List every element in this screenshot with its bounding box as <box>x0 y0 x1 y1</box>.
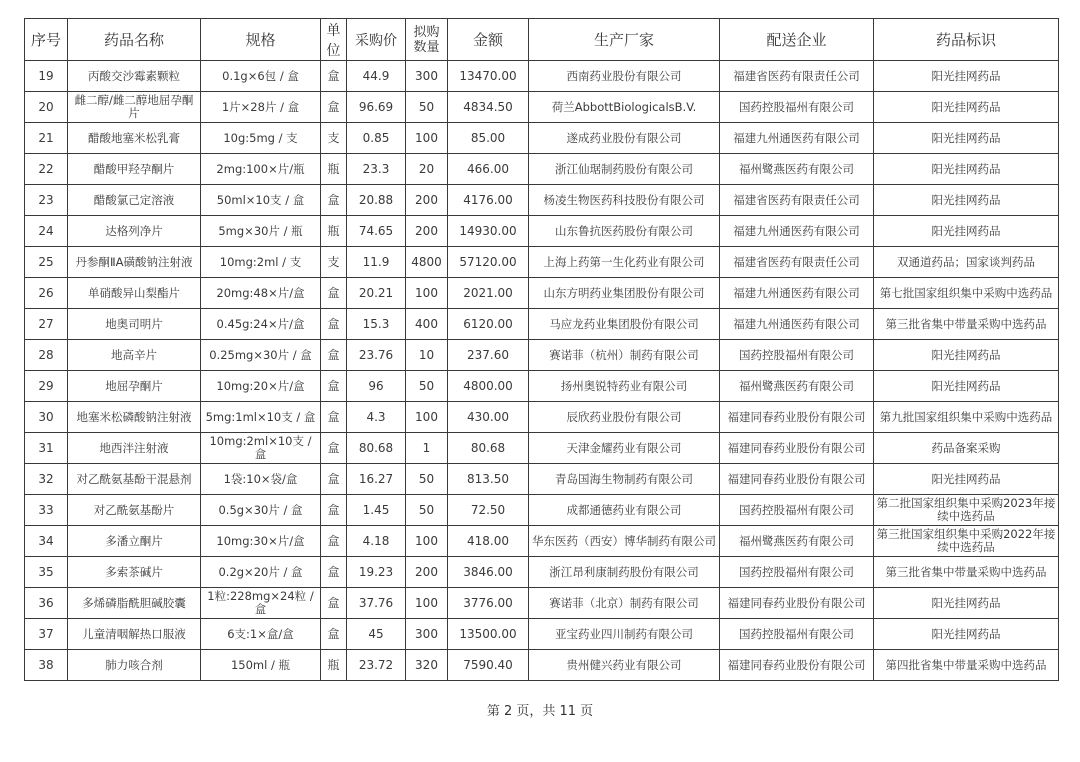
table-row <box>25 247 1059 278</box>
cell-planned-quantity: 50 <box>406 464 448 495</box>
table-row <box>25 371 1059 402</box>
cell-manufacturer: 荷兰AbbottBiologicalsB.V. <box>529 92 720 123</box>
cell-manufacturer: 浙江昂利康制药股份有限公司 <box>529 557 720 588</box>
cell-unit: 盒 <box>321 278 347 309</box>
cell-specification: 0.25mg×30片 / 盒 <box>201 340 321 371</box>
header-unit: 单位 <box>321 19 347 61</box>
cell-unit: 瓶 <box>321 650 347 681</box>
cell-planned-quantity: 100 <box>406 123 448 154</box>
cell-manufacturer: 马应龙药业集团股份有限公司 <box>529 309 720 340</box>
table-row <box>25 185 1059 216</box>
cell-drug-name: 多烯磷脂酰胆碱胶囊 <box>68 588 201 619</box>
cell-unit: 盒 <box>321 402 347 433</box>
cell-unit: 盒 <box>321 340 347 371</box>
cell-distributor: 福建同春药业股份有限公司 <box>720 402 874 433</box>
cell-manufacturer: 赛诺菲（北京）制药有限公司 <box>529 588 720 619</box>
cell-amount: 14930.00 <box>448 216 529 247</box>
cell-specification: 0.2g×20片 / 盒 <box>201 557 321 588</box>
cell-manufacturer: 山东鲁抗医药股份有限公司 <box>529 216 720 247</box>
cell-planned-quantity: 50 <box>406 371 448 402</box>
cell-distributor: 福建省医药有限责任公司 <box>720 185 874 216</box>
cell-purchase-price: 45 <box>347 619 406 650</box>
table-row <box>25 464 1059 495</box>
cell-amount: 6120.00 <box>448 309 529 340</box>
cell-manufacturer: 扬州奥锐特药业有限公司 <box>529 371 720 402</box>
cell-planned-quantity: 100 <box>406 278 448 309</box>
table-row <box>25 402 1059 433</box>
cell-amount: 813.50 <box>448 464 529 495</box>
cell-unit: 盒 <box>321 61 347 92</box>
table-row <box>25 154 1059 185</box>
cell-serial-number: 26 <box>25 278 68 309</box>
cell-drug-label: 阳光挂网药品 <box>874 340 1059 371</box>
cell-unit: 盒 <box>321 309 347 340</box>
cell-specification: 0.1g×6包 / 盒 <box>201 61 321 92</box>
cell-planned-quantity: 4800 <box>406 247 448 278</box>
cell-amount: 4176.00 <box>448 185 529 216</box>
cell-drug-label: 第三批省集中带量采购中选药品 <box>874 557 1059 588</box>
cell-planned-quantity: 10 <box>406 340 448 371</box>
cell-amount: 430.00 <box>448 402 529 433</box>
cell-planned-quantity: 300 <box>406 61 448 92</box>
cell-manufacturer: 天津金耀药业有限公司 <box>529 433 720 464</box>
table-row <box>25 123 1059 154</box>
cell-serial-number: 30 <box>25 402 68 433</box>
header-amount: 金额 <box>448 19 529 61</box>
header-specification: 规格 <box>201 19 321 61</box>
header-distributor: 配送企业 <box>720 19 874 61</box>
cell-drug-label: 第七批国家组织集中采购中选药品 <box>874 278 1059 309</box>
drug-procurement-table <box>24 18 1059 681</box>
cell-drug-label: 第九批国家组织集中采购中选药品 <box>874 402 1059 433</box>
cell-serial-number: 38 <box>25 650 68 681</box>
cell-unit: 盒 <box>321 526 347 557</box>
cell-distributor: 国药控股福州有限公司 <box>720 495 874 526</box>
cell-drug-label: 第二批国家组织集中采购2023年接续中选药品 <box>874 495 1059 526</box>
cell-purchase-price: 0.85 <box>347 123 406 154</box>
table-row <box>25 588 1059 619</box>
table-row <box>25 557 1059 588</box>
cell-drug-name: 多潘立酮片 <box>68 526 201 557</box>
cell-planned-quantity: 200 <box>406 216 448 247</box>
cell-drug-name: 地塞米松磷酸钠注射液 <box>68 402 201 433</box>
cell-purchase-price: 11.9 <box>347 247 406 278</box>
cell-manufacturer: 浙江仙琚制药股份有限公司 <box>529 154 720 185</box>
cell-distributor: 福州鹭燕医药有限公司 <box>720 371 874 402</box>
cell-drug-name: 多索茶碱片 <box>68 557 201 588</box>
cell-amount: 237.60 <box>448 340 529 371</box>
cell-drug-label: 阳光挂网药品 <box>874 588 1059 619</box>
cell-planned-quantity: 100 <box>406 588 448 619</box>
cell-drug-label: 阳光挂网药品 <box>874 61 1059 92</box>
cell-drug-name: 肺力咳合剂 <box>68 650 201 681</box>
cell-serial-number: 34 <box>25 526 68 557</box>
cell-amount: 466.00 <box>448 154 529 185</box>
cell-drug-name: 醋酸地塞米松乳膏 <box>68 123 201 154</box>
cell-purchase-price: 44.9 <box>347 61 406 92</box>
cell-amount: 72.50 <box>448 495 529 526</box>
table-row <box>25 433 1059 464</box>
cell-drug-name: 对乙酰氨基酚片 <box>68 495 201 526</box>
cell-drug-label: 第三批国家组织集中采购2022年接续中选药品 <box>874 526 1059 557</box>
cell-distributor: 国药控股福州有限公司 <box>720 619 874 650</box>
cell-purchase-price: 96.69 <box>347 92 406 123</box>
cell-drug-label: 药品备案采购 <box>874 433 1059 464</box>
cell-drug-label: 阳光挂网药品 <box>874 216 1059 247</box>
cell-unit: 盒 <box>321 619 347 650</box>
cell-manufacturer: 赛诺菲（杭州）制药有限公司 <box>529 340 720 371</box>
cell-drug-label: 阳光挂网药品 <box>874 619 1059 650</box>
cell-drug-name: 达格列净片 <box>68 216 201 247</box>
cell-distributor: 福建同春药业股份有限公司 <box>720 464 874 495</box>
cell-drug-label: 阳光挂网药品 <box>874 371 1059 402</box>
cell-specification: 10mg:2ml / 支 <box>201 247 321 278</box>
cell-specification: 6支:1×盒/盒 <box>201 619 321 650</box>
cell-distributor: 福州鹭燕医药有限公司 <box>720 526 874 557</box>
cell-unit: 瓶 <box>321 216 347 247</box>
cell-serial-number: 28 <box>25 340 68 371</box>
cell-distributor: 国药控股福州有限公司 <box>720 340 874 371</box>
cell-planned-quantity: 320 <box>406 650 448 681</box>
table-row <box>25 619 1059 650</box>
cell-drug-name: 醋酸氯己定溶液 <box>68 185 201 216</box>
table-row <box>25 278 1059 309</box>
cell-serial-number: 32 <box>25 464 68 495</box>
header-drug-name: 药品名称 <box>68 19 201 61</box>
cell-specification: 1片×28片 / 盒 <box>201 92 321 123</box>
cell-distributor: 福建同春药业股份有限公司 <box>720 433 874 464</box>
cell-drug-label: 阳光挂网药品 <box>874 123 1059 154</box>
cell-amount: 13470.00 <box>448 61 529 92</box>
cell-distributor: 福建九州通医药有限公司 <box>720 216 874 247</box>
cell-drug-name: 地西泮注射液 <box>68 433 201 464</box>
cell-serial-number: 36 <box>25 588 68 619</box>
cell-purchase-price: 15.3 <box>347 309 406 340</box>
table-row <box>25 495 1059 526</box>
cell-manufacturer: 华东医药（西安）博华制药有限公司 <box>529 526 720 557</box>
cell-serial-number: 27 <box>25 309 68 340</box>
cell-purchase-price: 19.23 <box>347 557 406 588</box>
cell-unit: 盒 <box>321 92 347 123</box>
cell-planned-quantity: 300 <box>406 619 448 650</box>
cell-purchase-price: 1.45 <box>347 495 406 526</box>
cell-purchase-price: 23.76 <box>347 340 406 371</box>
cell-unit: 盒 <box>321 464 347 495</box>
cell-unit: 盒 <box>321 433 347 464</box>
cell-unit: 支 <box>321 123 347 154</box>
cell-specification: 10mg:2ml×10支 / 盒 <box>201 433 321 464</box>
cell-manufacturer: 遂成药业股份有限公司 <box>529 123 720 154</box>
table-row <box>25 216 1059 247</box>
cell-planned-quantity: 200 <box>406 185 448 216</box>
cell-serial-number: 19 <box>25 61 68 92</box>
cell-distributor: 福建省医药有限责任公司 <box>720 61 874 92</box>
cell-serial-number: 22 <box>25 154 68 185</box>
cell-planned-quantity: 50 <box>406 495 448 526</box>
header-manufacturer: 生产厂家 <box>529 19 720 61</box>
cell-drug-name: 雌二醇/雌二醇地屈孕酮片 <box>68 92 201 123</box>
cell-specification: 2mg:100×片/瓶 <box>201 154 321 185</box>
cell-drug-name: 地屈孕酮片 <box>68 371 201 402</box>
cell-drug-name: 醋酸甲羟孕酮片 <box>68 154 201 185</box>
cell-serial-number: 21 <box>25 123 68 154</box>
cell-purchase-price: 4.18 <box>347 526 406 557</box>
cell-serial-number: 25 <box>25 247 68 278</box>
cell-drug-name: 儿童清咽解热口服液 <box>68 619 201 650</box>
table-body <box>25 61 1059 681</box>
page-footer: 第 2 页，共 11 页 <box>486 704 594 719</box>
cell-distributor: 福州鹭燕医药有限公司 <box>720 154 874 185</box>
cell-drug-name: 单硝酸异山梨酯片 <box>68 278 201 309</box>
table-row <box>25 526 1059 557</box>
cell-distributor: 福建九州通医药有限公司 <box>720 123 874 154</box>
cell-manufacturer: 成都通德药业有限公司 <box>529 495 720 526</box>
cell-manufacturer: 贵州健兴药业有限公司 <box>529 650 720 681</box>
cell-amount: 85.00 <box>448 123 529 154</box>
cell-unit: 盒 <box>321 588 347 619</box>
cell-amount: 7590.40 <box>448 650 529 681</box>
cell-unit: 盒 <box>321 371 347 402</box>
cell-purchase-price: 23.3 <box>347 154 406 185</box>
cell-unit: 盒 <box>321 557 347 588</box>
cell-purchase-price: 80.68 <box>347 433 406 464</box>
cell-manufacturer: 山东方明药业集团股份有限公司 <box>529 278 720 309</box>
cell-planned-quantity: 100 <box>406 526 448 557</box>
cell-purchase-price: 74.65 <box>347 216 406 247</box>
cell-amount: 80.68 <box>448 433 529 464</box>
cell-drug-label: 第四批省集中带量采购中选药品 <box>874 650 1059 681</box>
cell-drug-label: 阳光挂网药品 <box>874 464 1059 495</box>
cell-planned-quantity: 200 <box>406 557 448 588</box>
cell-drug-label: 阳光挂网药品 <box>874 185 1059 216</box>
cell-manufacturer: 西南药业股份有限公司 <box>529 61 720 92</box>
cell-distributor: 国药控股福州有限公司 <box>720 557 874 588</box>
cell-drug-name: 地高辛片 <box>68 340 201 371</box>
cell-drug-name: 丹参酮ⅡA磺酸钠注射液 <box>68 247 201 278</box>
cell-serial-number: 33 <box>25 495 68 526</box>
cell-purchase-price: 37.76 <box>347 588 406 619</box>
cell-specification: 0.5g×30片 / 盒 <box>201 495 321 526</box>
header-serial-number: 序号 <box>25 19 68 61</box>
cell-specification: 10mg:30×片/盒 <box>201 526 321 557</box>
table-row <box>25 61 1059 92</box>
cell-manufacturer: 亚宝药业四川制药有限公司 <box>529 619 720 650</box>
cell-serial-number: 29 <box>25 371 68 402</box>
cell-manufacturer: 上海上药第一生化药业有限公司 <box>529 247 720 278</box>
cell-unit: 瓶 <box>321 154 347 185</box>
cell-drug-label: 双通道药品；国家谈判药品 <box>874 247 1059 278</box>
cell-manufacturer: 杨凌生物医药科技股份有限公司 <box>529 185 720 216</box>
cell-distributor: 福建九州通医药有限公司 <box>720 309 874 340</box>
cell-serial-number: 35 <box>25 557 68 588</box>
cell-specification: 20mg:48×片/盒 <box>201 278 321 309</box>
cell-purchase-price: 20.21 <box>347 278 406 309</box>
header-purchase-price: 采购价 <box>347 19 406 61</box>
table-row <box>25 340 1059 371</box>
cell-planned-quantity: 400 <box>406 309 448 340</box>
cell-purchase-price: 96 <box>347 371 406 402</box>
cell-planned-quantity: 20 <box>406 154 448 185</box>
cell-amount: 13500.00 <box>448 619 529 650</box>
cell-planned-quantity: 100 <box>406 402 448 433</box>
cell-unit: 盒 <box>321 185 347 216</box>
cell-drug-name: 对乙酰氨基酚干混悬剂 <box>68 464 201 495</box>
cell-purchase-price: 23.72 <box>347 650 406 681</box>
cell-serial-number: 37 <box>25 619 68 650</box>
cell-drug-name: 地奥司明片 <box>68 309 201 340</box>
cell-manufacturer: 辰欣药业股份有限公司 <box>529 402 720 433</box>
cell-specification: 150ml / 瓶 <box>201 650 321 681</box>
cell-purchase-price: 16.27 <box>347 464 406 495</box>
cell-unit: 支 <box>321 247 347 278</box>
cell-serial-number: 31 <box>25 433 68 464</box>
cell-distributor: 福建省医药有限责任公司 <box>720 247 874 278</box>
cell-distributor: 福建同春药业股份有限公司 <box>720 588 874 619</box>
cell-specification: 10mg:20×片/盒 <box>201 371 321 402</box>
cell-serial-number: 24 <box>25 216 68 247</box>
cell-manufacturer: 青岛国海生物制药有限公司 <box>529 464 720 495</box>
cell-specification: 5mg:1ml×10支 / 盒 <box>201 402 321 433</box>
cell-amount: 57120.00 <box>448 247 529 278</box>
table-header-row <box>25 19 1059 61</box>
cell-specification: 1袋:10×袋/盒 <box>201 464 321 495</box>
cell-serial-number: 20 <box>25 92 68 123</box>
cell-specification: 5mg×30片 / 瓶 <box>201 216 321 247</box>
cell-distributor: 国药控股福州有限公司 <box>720 92 874 123</box>
cell-planned-quantity: 50 <box>406 92 448 123</box>
drug-procurement-table-container <box>24 18 1059 681</box>
cell-amount: 4834.50 <box>448 92 529 123</box>
table-row <box>25 309 1059 340</box>
cell-specification: 10g:5mg / 支 <box>201 123 321 154</box>
cell-drug-label: 阳光挂网药品 <box>874 154 1059 185</box>
cell-specification: 0.45g:24×片/盒 <box>201 309 321 340</box>
cell-amount: 418.00 <box>448 526 529 557</box>
cell-purchase-price: 20.88 <box>347 185 406 216</box>
cell-specification: 1粒:228mg×24粒 / 盒 <box>201 588 321 619</box>
cell-specification: 50ml×10支 / 盒 <box>201 185 321 216</box>
table-row <box>25 92 1059 123</box>
header-drug-label: 药品标识 <box>874 19 1059 61</box>
cell-amount: 2021.00 <box>448 278 529 309</box>
cell-purchase-price: 4.3 <box>347 402 406 433</box>
cell-drug-label: 第三批省集中带量采购中选药品 <box>874 309 1059 340</box>
cell-unit: 盒 <box>321 495 347 526</box>
cell-planned-quantity: 1 <box>406 433 448 464</box>
cell-distributor: 福建九州通医药有限公司 <box>720 278 874 309</box>
cell-serial-number: 23 <box>25 185 68 216</box>
cell-amount: 3776.00 <box>448 588 529 619</box>
cell-amount: 3846.00 <box>448 557 529 588</box>
header-planned-quantity: 拟购数量 <box>406 19 448 61</box>
cell-amount: 4800.00 <box>448 371 529 402</box>
table-row <box>25 650 1059 681</box>
cell-distributor: 福建同春药业股份有限公司 <box>720 650 874 681</box>
cell-drug-name: 丙酸交沙霉素颗粒 <box>68 61 201 92</box>
cell-drug-label: 阳光挂网药品 <box>874 92 1059 123</box>
